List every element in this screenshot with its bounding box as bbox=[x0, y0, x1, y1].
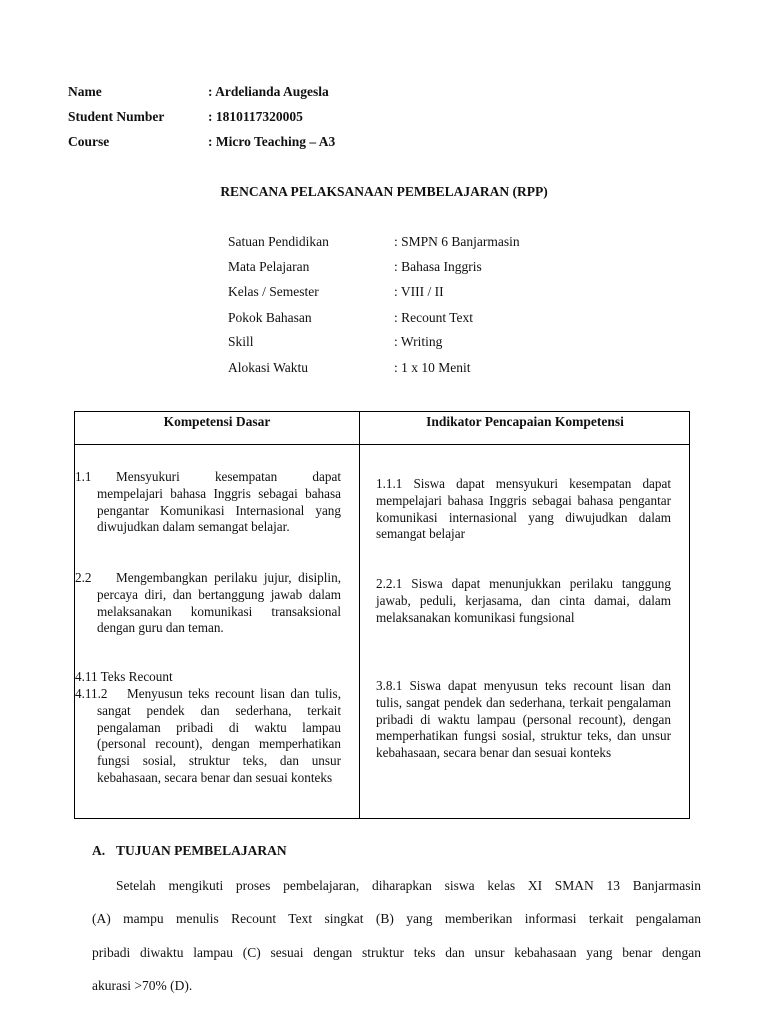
kd-item bbox=[75, 686, 341, 804]
table-column-divider bbox=[359, 412, 360, 818]
section-title: TUJUAN PEMBELAJARAN bbox=[116, 843, 287, 858]
course-label: Course bbox=[68, 134, 110, 149]
kd-text bbox=[75, 686, 341, 804]
info-label: Skill bbox=[228, 334, 254, 349]
document-title: RENCANA PELAKSANAAN PEMBELAJARAN (RPP) bbox=[220, 184, 548, 199]
student-number-label: Student Number bbox=[68, 109, 165, 124]
kd-column-header: Kompetensi Dasar bbox=[163, 414, 271, 429]
kd-number: 1.1 bbox=[75, 469, 92, 484]
info-value: : SMPN 6 Banjarmasin bbox=[394, 234, 520, 249]
name-value: : Ardelianda Augesla bbox=[208, 84, 329, 99]
kd-text bbox=[75, 570, 341, 654]
kd-item bbox=[75, 570, 341, 654]
kd-item bbox=[75, 669, 341, 686]
paragraph-line: pribadi diwaktu lampau (C) sesuai dengan struktur teks dan unsur kebahasaan yang benar dengan bbox=[92, 945, 701, 960]
student-number-value: : 1810117320005 bbox=[208, 109, 303, 124]
course-value: : Micro Teaching – A3 bbox=[208, 134, 336, 149]
info-label: Pokok Bahasan bbox=[228, 310, 312, 325]
kd-text-content: Mensyukuri kesempatan dapat mempelajari bahasa Inggris sebagai bahasa pengantar Komunikasi Internasional yang diwujudkan dalam semangat belajar. bbox=[97, 469, 341, 535]
name-label: Name bbox=[68, 84, 102, 99]
kd-number: 4.11.2 bbox=[75, 686, 108, 701]
section-letter: A. bbox=[92, 843, 106, 858]
info-value: : Recount Text bbox=[394, 310, 474, 325]
info-label: Kelas / Semester bbox=[228, 284, 319, 299]
kd-text-content: Mengembangkan perilaku jujur, disiplin, percaya diri, dan bertanggung jawab dalam melaksanakan komunikasi transaksional dengan guru dan teman. bbox=[97, 570, 341, 636]
info-value: : VIII / II bbox=[394, 284, 444, 299]
info-value: : Writing bbox=[394, 334, 443, 349]
paragraph-line: (A) mampu menulis Recount Text singkat (B) yang memberikan informasi terkait pengalaman bbox=[92, 911, 701, 926]
info-label: Alokasi Waktu bbox=[228, 360, 309, 375]
info-value: : Bahasa Inggris bbox=[394, 259, 482, 274]
kd-item bbox=[75, 469, 341, 553]
kd-number: 4.11 bbox=[75, 669, 98, 684]
paragraph-line: Setelah mengikuti proses pembelajaran, diharapkan siswa kelas XI SMAN 13 Banjarmasin bbox=[116, 878, 701, 893]
info-label: Mata Pelajaran bbox=[228, 259, 310, 274]
indicator-item: 2.2.1 Siswa dapat menunjukkan perilaku tanggung jawab, peduli, kerjasama, dan cinta damai, dalam melaksanakan komunikasi fungsional bbox=[376, 576, 671, 625]
info-value: : 1 x 10 Menit bbox=[394, 360, 471, 375]
kd-text bbox=[75, 469, 341, 553]
indicator-column-header: Indikator Pencapaian Kompetensi bbox=[426, 414, 624, 429]
indicator-item: 3.8.1 Siswa dapat menyusun teks recount lisan dan tulis, sangat pendek dan sederhana, terkait pengalaman pribadi di waktu lampau (personal recount), dengan memperhatikan fungsi sosial, struktur teks, dan unsur kebahasaan, secara benar dan sesuai konteks bbox=[376, 678, 671, 761]
info-label: Satuan Pendidikan bbox=[228, 234, 329, 249]
kd-number: 2.2 bbox=[75, 570, 92, 585]
indicator-item: 1.1.1 Siswa dapat mensyukuri kesempatan dapat mempelajari bahasa Inggris sebagai bahasa pengantar komunikasi internasional yang diwujudkan dalam semangat belajar bbox=[376, 476, 671, 542]
kd-text-content: Menyusun teks recount lisan dan tulis, sangat pendek dan sederhana, terkait pengalaman pribadi di waktu lampau (personal recount), dengan memperhatikan fungsi sosial, struktur teks, dan unsur kebahasaan, secara benar dan sesuai konteks bbox=[97, 686, 341, 785]
paragraph-line: akurasi >70% (D). bbox=[92, 978, 193, 993]
kd-text: Teks Recount bbox=[100, 669, 173, 684]
